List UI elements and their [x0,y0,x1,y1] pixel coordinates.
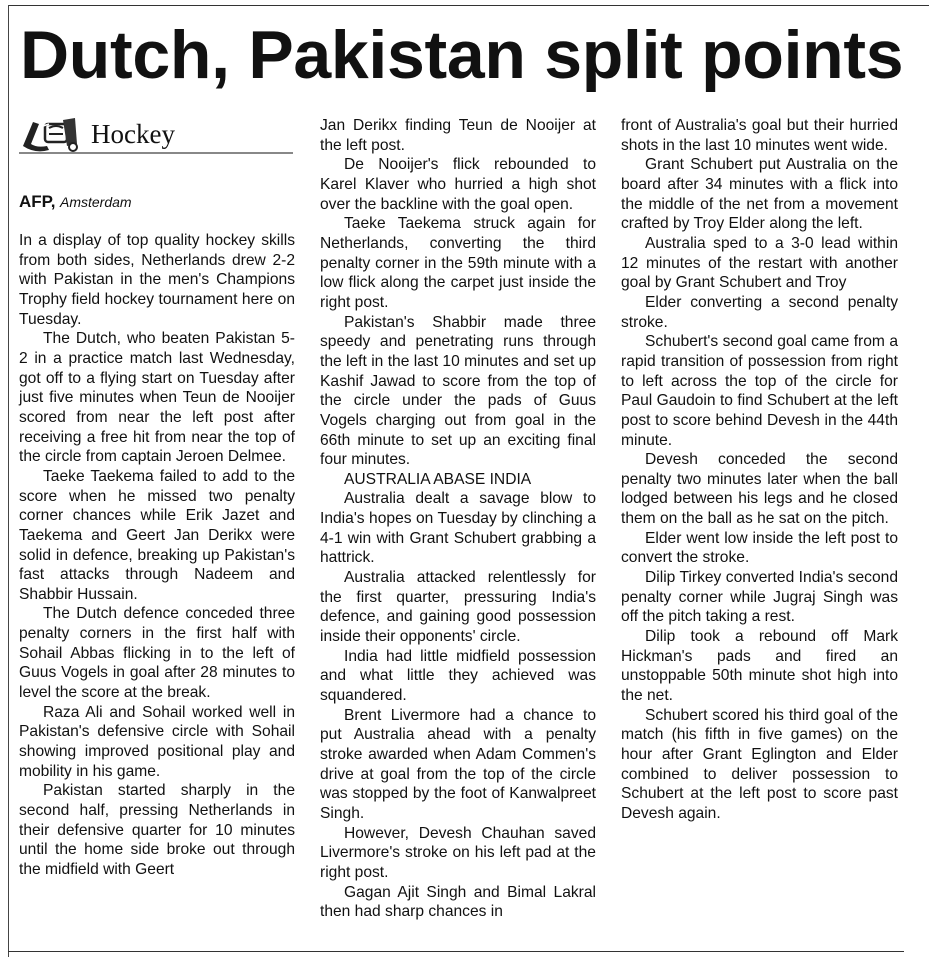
paragraph: Australia dealt a savage blow to India's hopes on Tuesday by clinching a 4-1 win with Grant Schubert grabbing a hattrick. [320,490,596,567]
section-rule [19,152,293,154]
byline [19,192,295,213]
paragraph: Taeke Taekema failed to add to the score when he missed two penalty corner chances while Erik Jazet and Taekema and Geert Jan Derikx were solid in defence, breaking up Pakistan's fast attacks through Nadeem and Shabbir Hussain. [19,467,295,603]
article-column-2 [320,116,596,922]
hockey-stick-icon [19,116,85,152]
paragraph: Devesh conceded the second penalty two minutes later when the ball lodged between his legs and he closed them on the ball as he sat on the pitch. [621,451,898,528]
paragraph: The Dutch defence conceded three penalty corners in the first half with Sohail Abbas flicking in to the left of Guus Vogels in goal after 28 minutes to level the score at the break. [19,605,295,702]
paragraph: front of Australia's goal but their hurried shots in the last 10 minutes went wide. [621,117,898,154]
paragraph: Dilip Tirkey converted India's second penalty corner while Jugraj Singh was off the pitch taking a rest. [621,569,898,626]
byline-place: Amsterdam [60,194,132,210]
paragraph: Schubert's second goal came from a rapid transition of possession from right to left across the top of the circle for Paul Gaudoin to find Schubert at the left post to score behind Devesh in the 44th minute. [621,333,898,449]
paragraph: Taeke Taekema struck again for Netherlands, converting the third penalty corner in the 59th minute with a low flick along the carpet just inside the right post. [320,215,596,311]
paragraph: Grant Schubert put Australia on the board after 34 minutes with a flick into the middle of the net from a movement crafted by Troy Elder along the left. [621,156,898,233]
paragraph: Schubert scored his third goal of the match (his fifth in five games) on the hour after Grant Eglington and Elder combined to deliver possession to Schubert at the left post to score past Devesh again. [621,706,898,822]
paragraph: Australia attacked relentlessly for the first quarter, pressuring India's defence, and gaining good possession inside their opponents' circle. [320,569,596,646]
subheading: AUSTRALIA ABASE INDIA [344,470,532,488]
paragraph: Gagan Ajit Singh and Bimal Lakral then had sharp chances in [320,883,596,921]
paragraph: Australia sped to a 3-0 lead within 12 minutes of the restart with another goal by Grant Schubert and Troy [621,234,898,292]
paragraph: India had little midfield possession and what little they achieved was squandered. [320,647,596,705]
top-rule [8,5,929,6]
article-column-1 [19,116,295,880]
paragraph: Jan Derikx finding Teun de Nooijer at the left post. [320,117,596,154]
paragraph: De Nooijer's flick rebounded to Karel Klaver who hurried a high shot over the backline with the goal open. [320,156,596,213]
byline-agency: AFP, [19,192,56,211]
article-column-3 [621,116,898,824]
paragraph: Brent Livermore had a chance to put Australia ahead with a penalty stroke awarded when Adam Commen's drive at goal from the top of the circle was stopped by the foot of Kanwalpreet Singh. [320,706,596,822]
section-label: Hockey [91,119,175,149]
paragraph: Raza Ali and Sohail worked well in Pakistan's defensive circle with Sohail showing improved positional play and mobility in his game. [19,703,295,780]
paragraph: However, Devesh Chauhan saved Livermore's stroke on his left pad at the right post. [320,824,596,881]
paragraph: In a display of top quality hockey skills from both sides, Netherlands drew 2-2 with Pakistan in the men's Champions Trophy field hockey tournament here on Tuesday. [19,232,295,328]
paragraph: Pakistan started sharply in the second half, pressing Netherlands in their defensive quarter for 10 minutes until the home side broke out through the midfield with Geert [19,782,295,878]
paragraph: The Dutch, who beaten Pakistan 5-2 in a practice match last Wednesday, got off to a flying start on Tuesday after just five minutes when Teun de Nooijer scored from near the left post after receiving a free hit from near the top of the circle from captain Jeroen Delmee. [19,330,295,466]
headline: Dutch, Pakistan split points [20,17,904,93]
left-column-rule [8,5,9,957]
paragraph: Elder went low inside the left post to convert the stroke. [621,529,898,567]
paragraph: Dilip took a rebound off Mark Hickman's pads and fired an unstoppable 50th minute shot high into the net. [621,628,898,705]
bottom-rule [8,951,904,952]
section-tag [19,116,295,156]
paragraph: Pakistan's Shabbir made three speedy and penetrating runs through the left in the last 10 minutes and set up Kashif Jawad to score from the top of the circle under the pads of Guus Vogels charging out from goal in the 66th minute to set up an exciting final four minutes. [320,313,596,469]
paragraph: Elder converting a second penalty stroke. [621,293,898,331]
